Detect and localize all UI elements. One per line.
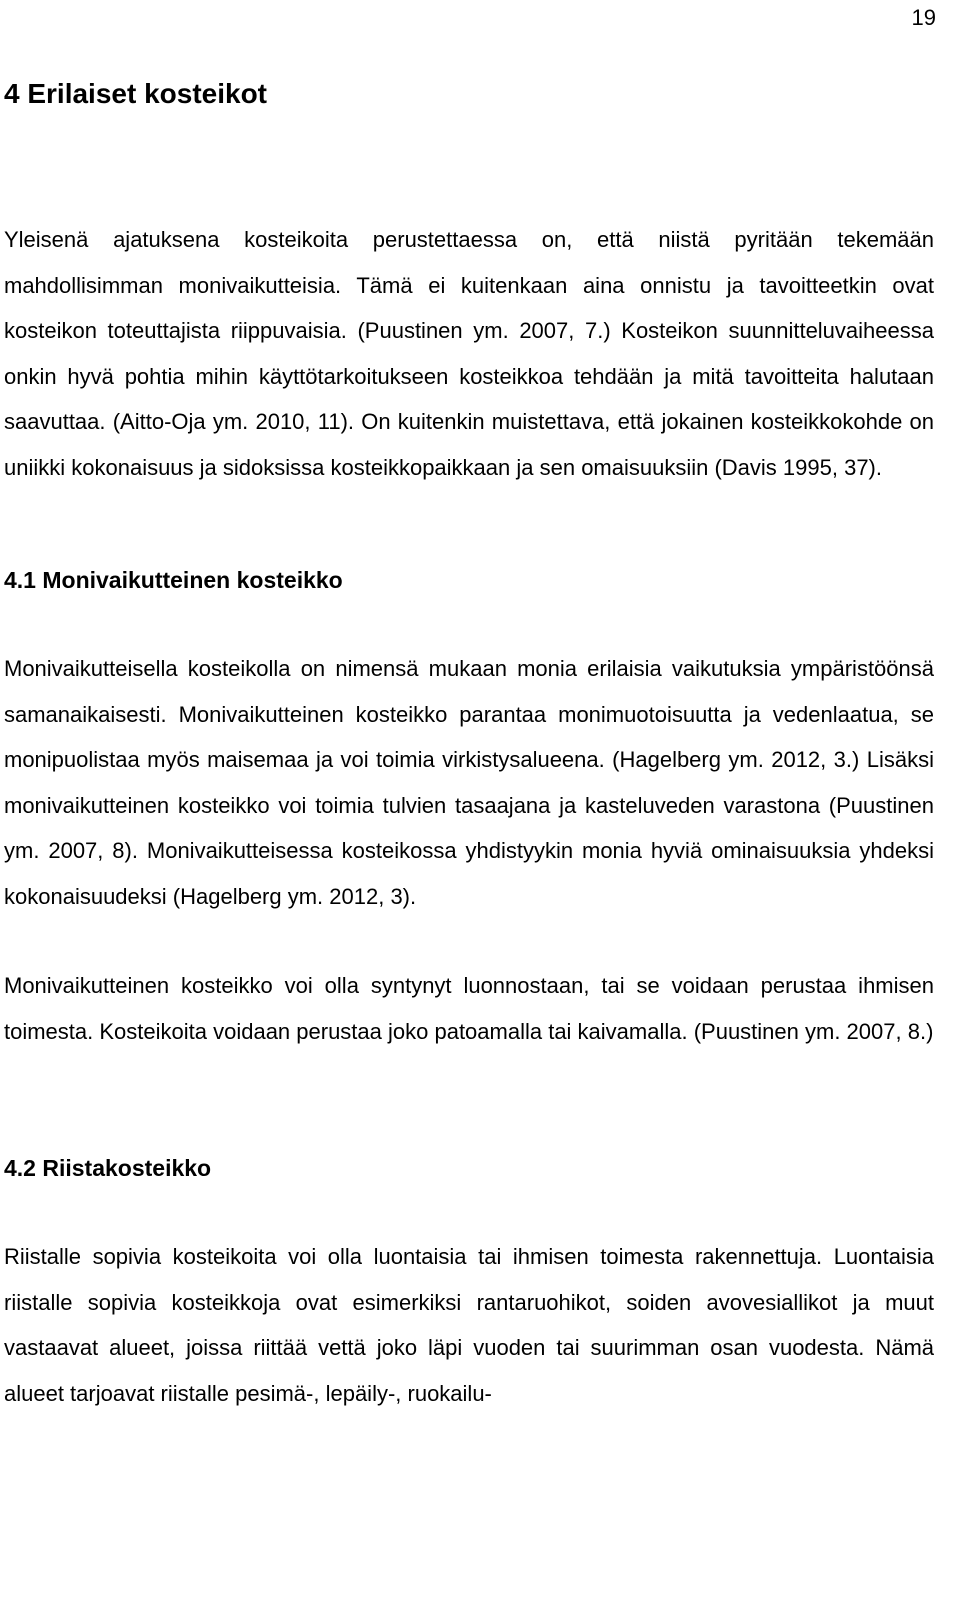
chapter-title: 4 Erilaiset kosteikot xyxy=(4,78,268,109)
intro-paragraph: Yleisenä ajatuksena kosteikoita perustettaessa on, että niistä pyritään tekemään mahdollisimman monivaikutteisia. Tämä ei kuitenkaan aina onnistu ja tavoitteetkin ovat kosteikon toteuttajista riippuvaisia. (Puustinen ym. 2007, 7.) Kosteikon suunnitteluvaiheessa onkin hyvä pohtia mihin käyttötarkoitukseen kosteikkoa tehdään ja mitä tavoitteita halutaan saavuttaa. (Aitto-Oja ym. 2010, 11). On kuitenkin muistettava, että jokainen kosteikkokohde on uniikki kokonaisuus ja sidoksissa kosteikkopaikkaan ja sen omaisuuksiin (Davis 1995, 37). xyxy=(4,227,934,480)
spacer xyxy=(4,1190,934,1234)
body-paragraph: Monivaikutteinen kosteikko voi olla syntynyt luonnostaan, tai se voidaan perustaa ihmisen toimesta. Kosteikoita voidaan perustaa joko patoamalla tai kaivamalla. (Puustinen ym. 2007, 8.) xyxy=(4,973,934,1044)
body-paragraph: Riistalle sopivia kosteikoita voi olla luontaisia tai ihmisen toimesta rakennettuja. Luontaisia riistalle sopivia kosteikkoja ovat esimerkiksi rantaruohikot, soiden avovesiallikot ja muut vastaavat alueet, joissa riittää vettä joko läpi vuoden tai suurimman osan vuodesta. Nämä alueet tarjoavat riistalle pesimä-, lepäily-, ruokailu- xyxy=(4,1244,934,1406)
section-title: 4.1 Monivaikutteinen kosteikko xyxy=(4,567,343,593)
section-monivaikutteinen-kosteikko xyxy=(4,558,934,1054)
body-paragraph: Monivaikutteisella kosteikolla on nimensä mukaan monia erilaisia vaikutuksia ympäristöönsä samanaikaisesti. Monivaikutteinen kosteikko parantaa monimuotoisuutta ja vedenlaatua, se monipuolistaa myös maisemaa ja voi toimia virkistysalueena. (Hagelberg ym. 2012, 3.) Lisäksi monivaikutteinen kosteikko voi toimia tulvien tasaajana ja kasteluveden varastona (Puustinen ym. 2007, 8). Monivaikutteisessa kosteikossa yhdistyykin monia hyviä ominaisuuksia yhdeksi kokonaisuudeksi (Hagelberg ym. 2012, 3). xyxy=(4,656,934,909)
section-title: 4.2 Riistakosteikko xyxy=(4,1155,212,1181)
spacer xyxy=(4,116,934,217)
spacer xyxy=(4,602,934,646)
document-body xyxy=(4,72,934,1416)
spacer xyxy=(4,1054,934,1146)
section-riistakosteikko xyxy=(4,1146,934,1416)
spacer xyxy=(4,490,934,558)
spacer xyxy=(4,919,934,963)
page-number: 19 xyxy=(911,5,936,30)
